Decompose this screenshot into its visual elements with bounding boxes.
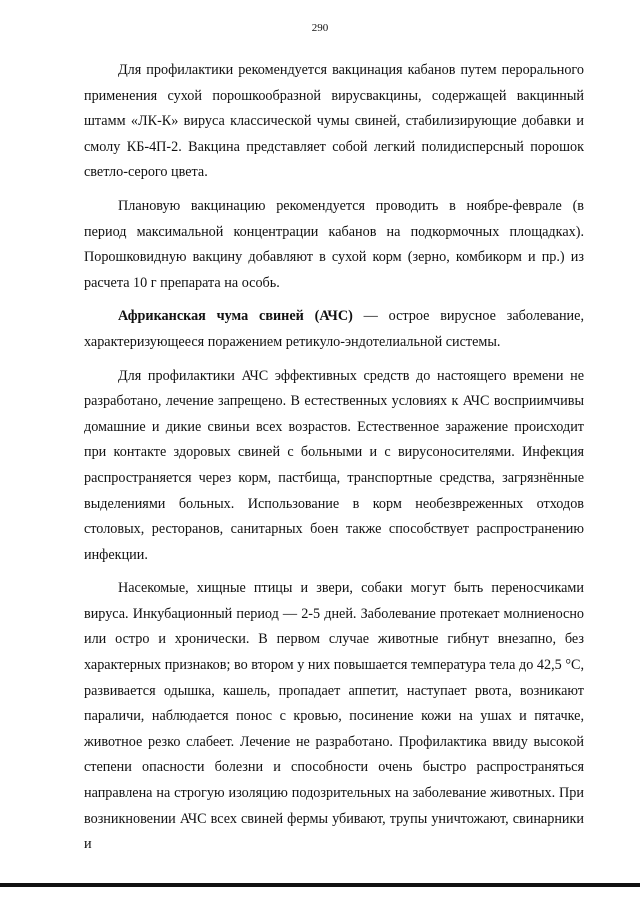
document-body bbox=[84, 58, 584, 866]
paragraph-3-lead: Африканская чума свиней (АЧС) bbox=[118, 308, 353, 325]
page-bottom-rule bbox=[0, 883, 640, 887]
paragraph-4 bbox=[84, 364, 584, 569]
paragraph-2 bbox=[84, 194, 584, 296]
paragraph-2-text: Плановую вакцинацию рекомендуется проводить в ноябре-феврале (в период максимальной концентрации кабанов на подкормочных площадках). Порошковидную вакцину добавляют в сухой корм (зерно, комбикорм и пр.) из расчета 10 г препарата на особь. bbox=[84, 197, 584, 291]
paragraph-5 bbox=[84, 576, 584, 858]
paragraph-3 bbox=[84, 304, 584, 355]
paragraph-1-text: Для профилактики рекомендуется вакцинация кабанов путем перорального применения сухой порошкообразной вирусвакцины, содержащей вакцинный штамм «ЛК-К» вируса классической чумы свиней, стабилизирующие добавки и смолу КБ-4П-2. Вакцина представляет собой легкий полидисперсный порошок светло-серого цвета. bbox=[84, 62, 584, 181]
page-number: 290 bbox=[311, 22, 329, 34]
paragraph-4-text: Для профилактики АЧС эффективных средств до настоящего времени не разработано, лечение запрещено. В естественных условиях к АЧС восприимчивы домашние и дикие свиньи всех возрастов. Естественное заражение происходит при контакте здоровых свиней с больными и с вирусоносителями. Инфекция распространяется через корм, пастбища, транспортные средства, загрязнённые выделениями больных. Использование в корм необезвреженных отходов столовых, ресторанов, санитарных боен также способствует распространению инфекции. bbox=[84, 367, 584, 563]
paragraph-5-text: Насекомые, хищные птицы и звери, собаки могут быть переносчиками вируса. Инкубационный период — 2-5 дней. Заболевание протекает молниеносно или остро и хронически. В первом случае животные гибнут внезапно, без характерных признаков; во втором у них повышается температура тела до 42,5 °С, развивается одышка, кашель, пропадает аппетит, наступает рвота, возникают параличи, наблюдается понос с кровью, посинение кожи на ушах и пятачке, животное резко слабеет. Лечение не разработано. Профилактика ввиду высокой степени опасности болезни и способности очень быстро распространяться направлена на строгую изоляцию подозрительных на заболевание животных. При возникновении АЧС всех свиней фермы убивают, трупы уничтожают, свинарники и bbox=[84, 580, 584, 853]
paragraph-3-text: — острое вирусное заболевание, характеризующееся поражением ретикуло-эндотелиальной системы. bbox=[84, 308, 584, 350]
paragraph-1 bbox=[84, 58, 584, 186]
